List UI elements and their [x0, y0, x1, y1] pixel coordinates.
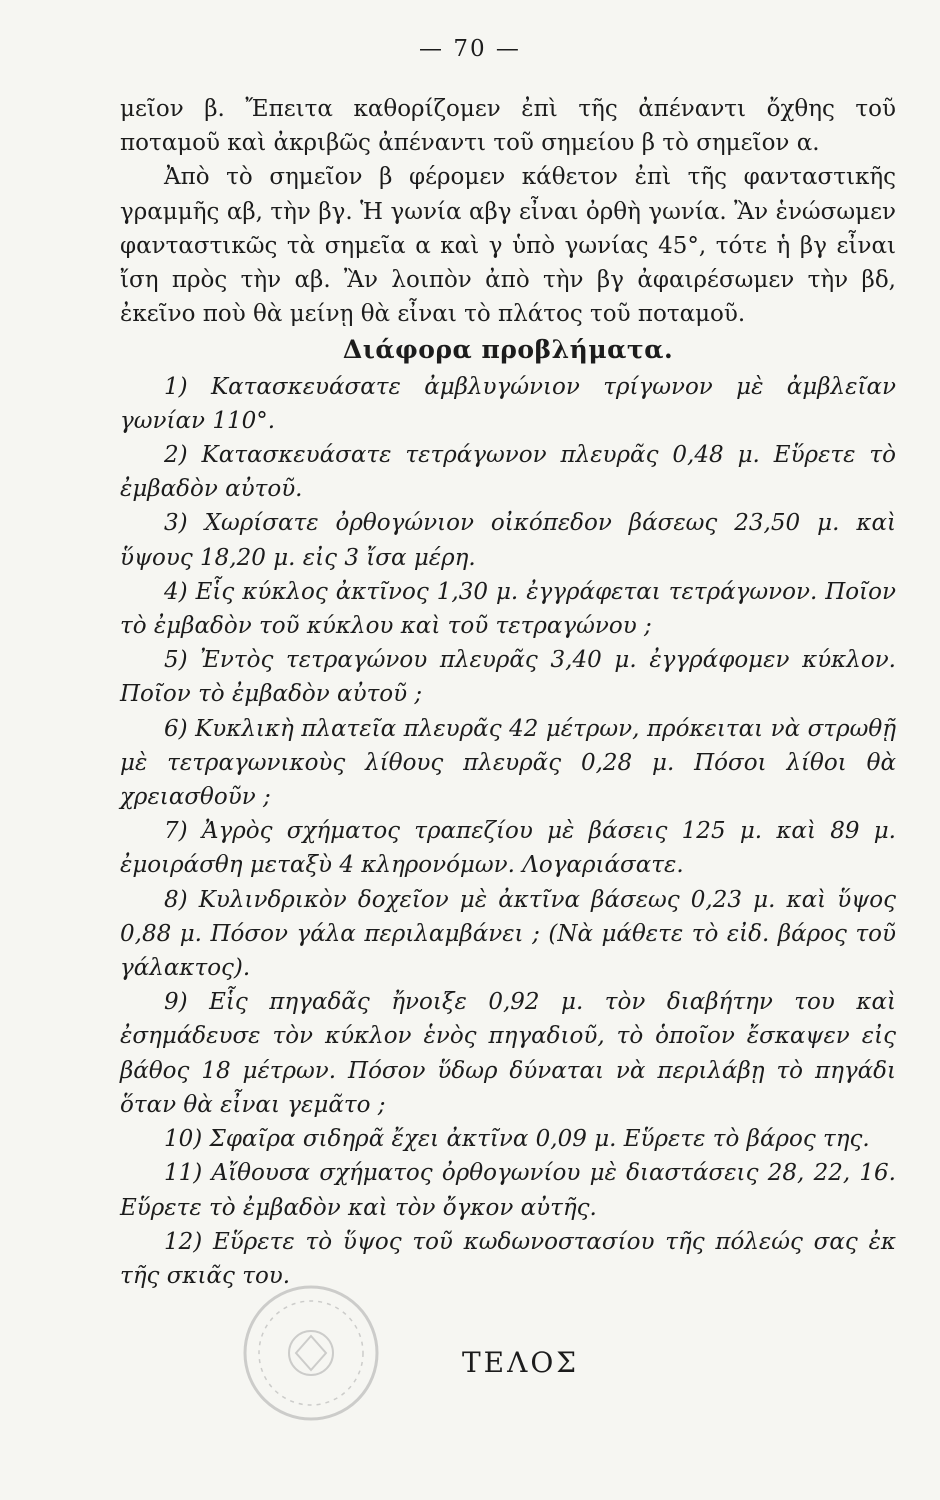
problem-item: 7) Ἀγρὸς σχήματος τραπεζίου μὲ βάσεις 125 μ. καὶ 89 μ. ἐμοιράσθη μεταξὺ 4 κληρονόμων. Λογαριάσατε.	[120, 818, 896, 879]
problem-item: 11) Αἴθουσα σχήματος ὀρθογωνίου μὲ διαστάσεις 28, 22, 16. Εὕρετε τὸ ἐμβαδὸν καὶ τὸν ὄγκον αὐτῆς.	[120, 1160, 896, 1221]
problem-item: 12) Εὕρετε τὸ ὕψος τοῦ κωδωνοστασίου τῆς πόλεώς σας ἐκ τῆς σκιᾶς του.	[120, 1228, 896, 1289]
section-title: Διάφορα προβλήματα.	[342, 335, 674, 365]
library-stamp	[236, 1278, 386, 1428]
problem-item: 5) Ἐντὸς τετραγώνου πλευρᾶς 3,40 μ. ἐγγράφομεν κύκλον. Ποῖον τὸ ἐμβαδὸν αὐτοῦ ;	[120, 647, 896, 708]
problem-item: 3) Χωρίσατε ὀρθογώνιον οἰκόπεδον βάσεως 23,50 μ. καὶ ὕψους 18,20 μ. εἰς 3 ἴσα μέρη.	[120, 510, 896, 571]
problem-item: 4) Εἷς κύκλος ἀκτῖνος 1,30 μ. ἐγγράφεται τετράγωνον. Ποῖον τὸ ἐμβαδὸν τοῦ κύκλου καὶ τοῦ τετραγώνου ;	[120, 578, 896, 640]
problem-item: 2) Κατασκευάσατε τετράγωνον πλευρᾶς 0,48 μ. Εὕρετε τὸ ἐμβαδὸν αὐτοῦ.	[120, 442, 896, 503]
problem-item: 1) Κατασκευάσατε ἀμβλυγώνιον τρίγωνον μὲ ἀμβλεῖαν γωνίαν 110°.	[120, 373, 896, 434]
page-body	[120, 92, 896, 1293]
problem-item: 6) Κυκλικὴ πλατεῖα πλευρᾶς 42 μέτρων, πρόκειται νὰ στρωθῇ μὲ τετραγωνικοὺς λίθους πλευρᾶς 0,28 μ. Πόσοι λίθοι θὰ χρειασθοῦν ;	[120, 715, 896, 811]
end-marker: ΤΕΛΟΣ	[462, 1346, 580, 1379]
intro-paragraph: Ἀπὸ τὸ σημεῖον β φέρομεν κάθετον ἐπὶ τῆς φανταστικῆς γραμμῆς αβ, τὴν βγ. Ἡ γωνία αβγ εἶναι ὀρθὴ γωνία. Ἂν ἑνώσωμεν φανταστικῶς τὰ σημεῖα α καὶ γ ὑπὸ γωνίας 45°, τότε ἡ βγ εἶναι ἴση πρὸς τὴν αβ. Ἂν λοιπὸν ἀπὸ τὴν βγ ἀφαιρέσωμεν τὴν βδ, ἐκεῖνο ποὺ θὰ μείνῃ θὰ εἶναι τὸ πλάτος τοῦ ποταμοῦ.	[120, 164, 896, 328]
problem-item: 9) Εἷς πηγαδᾶς ἤνοιξε 0,92 μ. τὸν διαβήτην του καὶ ἐσημάδευσε τὸν κύκλον ἑνὸς πηγαδιοῦ, τὸ ὁποῖον ἔσκαψεν εἰς βάθος 18 μέτρων. Πόσον ὕδωρ δύναται νὰ περιλάβῃ τὸ πηγάδι ὅταν θὰ εἶναι γεμᾶτο ;	[120, 989, 896, 1118]
intro-paragraph: μεῖον β. Ἔπειτα καθορίζομεν ἐπὶ τῆς ἀπέναντι ὄχθης τοῦ ποταμοῦ καὶ ἀκριβῶς ἀπέναντι τοῦ σημείου β τὸ σημεῖον α.	[120, 96, 896, 157]
problem-item: 10) Σφαῖρα σιδηρᾶ ἔχει ἀκτῖνα 0,09 μ. Εὕρετε τὸ βάρος της.	[164, 1126, 870, 1153]
page-number: — 70 —	[419, 36, 521, 62]
problem-item: 8) Κυλινδρικὸν δοχεῖον μὲ ἀκτῖνα βάσεως 0,23 μ. καὶ ὕψος 0,88 μ. Πόσον γάλα περιλαμβάνει ; (Νὰ μάθετε τὸ εἰδ. βάρος τοῦ γάλακτος).	[120, 886, 896, 982]
